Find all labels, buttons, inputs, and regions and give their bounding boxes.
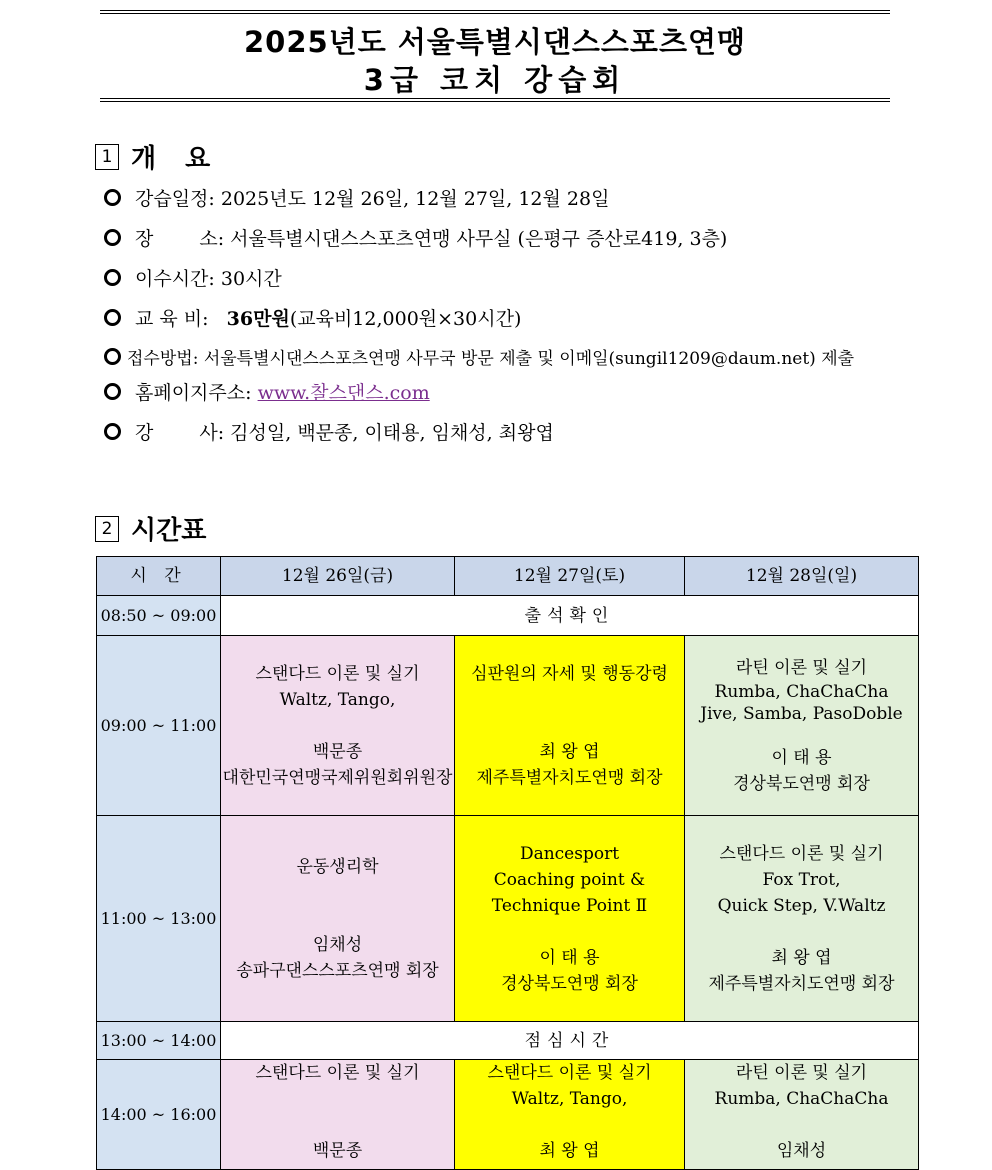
circle-bullet-icon: [104, 269, 121, 286]
section-number: 2: [95, 516, 119, 542]
time-cell: 08:50 ~ 09:00: [97, 596, 221, 636]
info-fee: 교 육 비: 36만원 (교육비12,000원×30시간): [104, 304, 521, 331]
session-cell: 스탠다드 이론 및 실기 Waltz, Tango, 최 왕 엽: [455, 1060, 685, 1170]
session-cell: 스탠다드 이론 및 실기 백문종: [221, 1060, 455, 1170]
table-row: [97, 1060, 919, 1170]
timetable: [96, 556, 919, 1170]
homepage-link[interactable]: www.찰스댄스.com: [257, 382, 430, 404]
section-number: 1: [95, 144, 119, 170]
circle-bullet-icon: [104, 189, 121, 206]
circle-bullet-icon: [104, 423, 121, 440]
header-day2: 12월 27일(토): [455, 557, 685, 596]
time-cell: 09:00 ~ 11:00: [97, 636, 221, 816]
circle-bullet-icon: [104, 348, 121, 365]
table-row: [97, 636, 919, 816]
table-row: [97, 596, 919, 636]
session-cell: Dancesport Coaching point & Technique Point Ⅱ 이 태 용 경상북도연맹 회장: [455, 816, 685, 1022]
table-row: [97, 816, 919, 1022]
table-row: [97, 1022, 919, 1060]
header-time: 시 간: [97, 557, 221, 596]
info-instructors: 강 사: 김성일, 백문종, 이태용, 임채성, 최왕엽: [104, 418, 554, 445]
circle-bullet-icon: [104, 309, 121, 326]
session-cell: 라틴 이론 및 실기 Rumba, ChaChaCha Jive, Samba, PasoDoble 이 태 용 경상북도연맹 회장: [685, 636, 919, 816]
header-day1: 12월 26일(금): [221, 557, 455, 596]
time-cell: 14:00 ~ 16:00: [97, 1060, 221, 1170]
section-title: 시간표: [131, 516, 207, 546]
info-location: 장 소: 서울특별시댄스스포츠연맹 사무실 (은평구 증산로419, 3층): [104, 224, 727, 251]
session-cell: 운동생리학 임채성 송파구댄스스포츠연맹 회장: [221, 816, 455, 1022]
time-cell: 11:00 ~ 13:00: [97, 816, 221, 1022]
time-cell: 13:00 ~ 14:00: [97, 1022, 221, 1060]
session-cell: 스탠다드 이론 및 실기 Fox Trot, Quick Step, V.Waltz 최 왕 엽 제주특별자치도연맹 회장: [685, 816, 919, 1022]
title-line-1: 2025년도 서울특별시댄스스포츠연맹: [243, 25, 746, 59]
info-application: 접수방법: 서울특별시댄스스포츠연맹 사무국 방문 제출 및 이메일(sungil1209@daum.net) 제출: [104, 344, 854, 369]
merged-cell-lunch: 점심시간: [221, 1022, 919, 1060]
section-heading-overview: [95, 138, 220, 175]
session-cell: 스탠다드 이론 및 실기 Waltz, Tango, 백문종 대한민국연맹국제위원회위원장: [221, 636, 455, 816]
circle-bullet-icon: [104, 383, 121, 400]
session-cell: 심판원의 자세 및 행동강령 최 왕 엽 제주특별자치도연맹 회장: [455, 636, 685, 816]
session-cell: 라틴 이론 및 실기 Rumba, ChaChaCha 임채성: [685, 1060, 919, 1170]
info-hours: 이수시간: 30시간: [104, 264, 282, 291]
circle-bullet-icon: [104, 229, 121, 246]
header-day3: 12월 28일(일): [685, 557, 919, 596]
document-title-box: [100, 10, 890, 102]
section-title: 개 요: [131, 144, 221, 174]
table-header-row: [97, 557, 919, 596]
info-homepage: 홈페이지주소: www.찰스댄스.com: [104, 378, 430, 405]
title-line-2: 3급 코치 강습회: [363, 63, 627, 97]
section-heading-timetable: [95, 510, 206, 547]
info-schedule-dates: 강습일정: 2025년도 12월 26일, 12월 27일, 12월 28일: [104, 184, 609, 211]
merged-cell-attendance: 출석확인: [221, 596, 919, 636]
